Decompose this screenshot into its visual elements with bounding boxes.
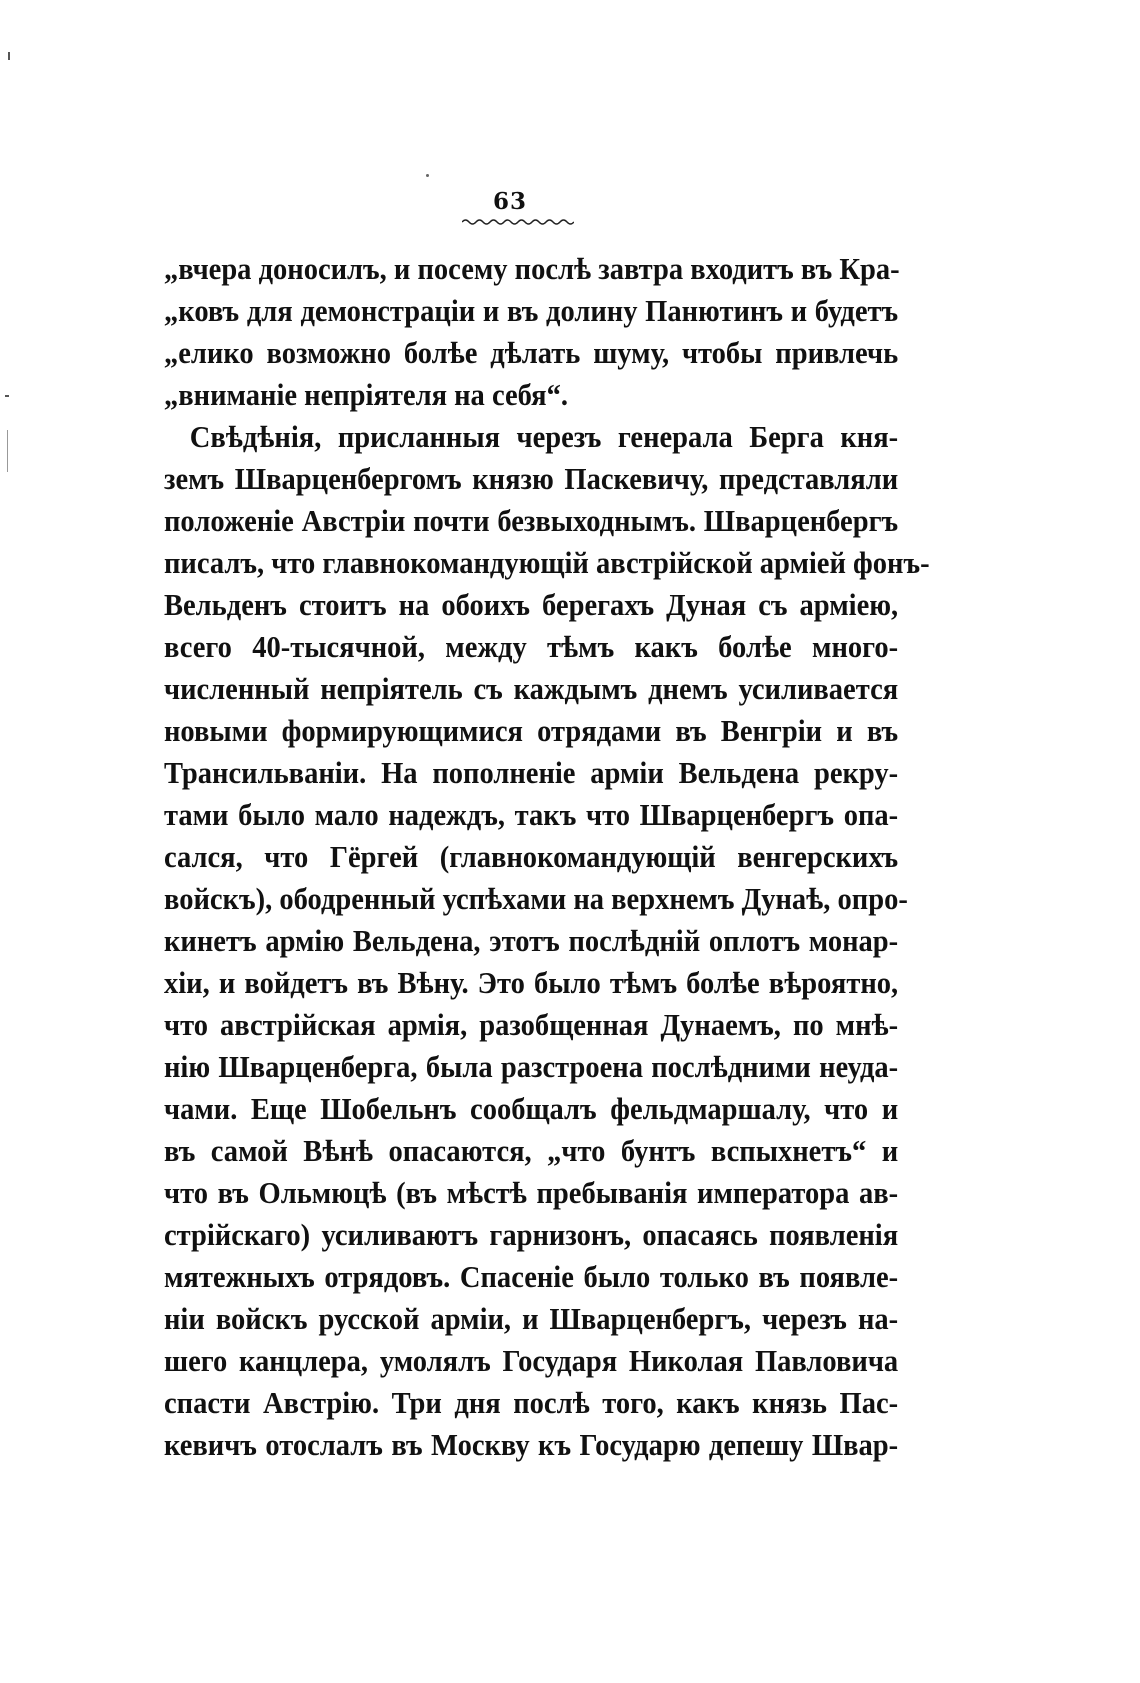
text-line: Вельденъ стоитъ на обоихъ берегахъ Дуная съ арміею, xyxy=(164,587,899,622)
text-line: войскъ), ободренный успѣхами на верхнемъ Дунаѣ, опро- xyxy=(164,881,908,916)
text-line: хіи, и войдетъ въ Вѣну. Это было тѣмъ болѣе вѣроятно, xyxy=(164,965,899,1000)
text-line: „вниманіе непріятеля на себя“. xyxy=(164,377,568,412)
text-line: стрійскаго) усиливаютъ гарнизонъ, опасаясь появленія xyxy=(164,1217,899,1252)
text-line: новыми формирующимися отрядами въ Венгріи и въ xyxy=(164,713,899,748)
margin-speck xyxy=(8,52,10,60)
margin-speck xyxy=(426,174,429,177)
text-line: Трансильваніи. На пополненіе арміи Вельдена рекру- xyxy=(164,755,899,790)
margin-speck xyxy=(7,430,8,472)
text-line: шего канцлера, умолялъ Государя Николая Павловича xyxy=(164,1343,899,1378)
text-line: „елико возможно болѣе дѣлать шуму, чтобы привлечь xyxy=(164,335,899,370)
text-line: нію Шварценберга, была разстроена послѣдними неуда- xyxy=(164,1049,899,1084)
text-line: всего 40-тысячной, между тѣмъ какъ болѣе много- xyxy=(164,629,899,664)
text-line: положеніе Австріи почти безвыходнымъ. Шварценбергъ xyxy=(164,503,899,538)
text-line: что австрійская армія, разобщенная Дунаемъ, по мнѣ- xyxy=(164,1007,899,1042)
margin-speck xyxy=(5,395,9,397)
text-line: въ самой Вѣнѣ опасаются, „что бунтъ вспыхнетъ“ и xyxy=(164,1133,899,1168)
wavy-rule-ornament xyxy=(462,217,574,225)
text-line: кинетъ армію Вельдена, этотъ послѣдній оплотъ монар- xyxy=(164,923,899,958)
text-line: чами. Еще Шобельнъ сообщалъ фельдмаршалу, что и xyxy=(164,1091,899,1126)
text-line: что въ Ольмюцѣ (въ мѣстѣ пребыванія императора ав- xyxy=(164,1175,899,1210)
text-line: мятежныхъ отрядовъ. Спасеніе было только въ появле- xyxy=(164,1259,899,1294)
text-line: кевичъ отослалъ въ Москву къ Государю депешу Швар- xyxy=(164,1427,899,1462)
text-line: „вчера доносилъ, и посему послѣ завтра входитъ въ Кра- xyxy=(164,251,900,286)
text-line: сался, что Гёргей (главнокомандующій венгерскихъ xyxy=(164,839,899,874)
text-line: „ковъ для демонстраціи и въ долину Панютинъ и будетъ xyxy=(164,293,899,328)
text-line: численный непріятель съ каждымъ днемъ усиливается xyxy=(164,671,899,706)
paragraph xyxy=(164,248,900,416)
text-line: ніи войскъ русской арміи, и Шварценбергъ, черезъ на- xyxy=(164,1301,899,1336)
text-line: земъ Шварценбергомъ князю Паскевичу, представляли xyxy=(164,461,899,496)
text-line: писалъ, что главнокомандующій австрійской арміей фонъ- xyxy=(164,545,930,580)
text-line: Свѣдѣнія, присланныя черезъ генерала Берга кня- xyxy=(189,419,899,454)
page-number: 63 xyxy=(492,188,527,215)
body-text xyxy=(164,248,930,1466)
text-line: спасти Австрію. Три дня послѣ того, какъ князь Пас- xyxy=(164,1385,899,1420)
paragraph xyxy=(164,416,930,1466)
text-line: тами было мало надеждъ, такъ что Шварценбергъ опа- xyxy=(164,797,899,832)
